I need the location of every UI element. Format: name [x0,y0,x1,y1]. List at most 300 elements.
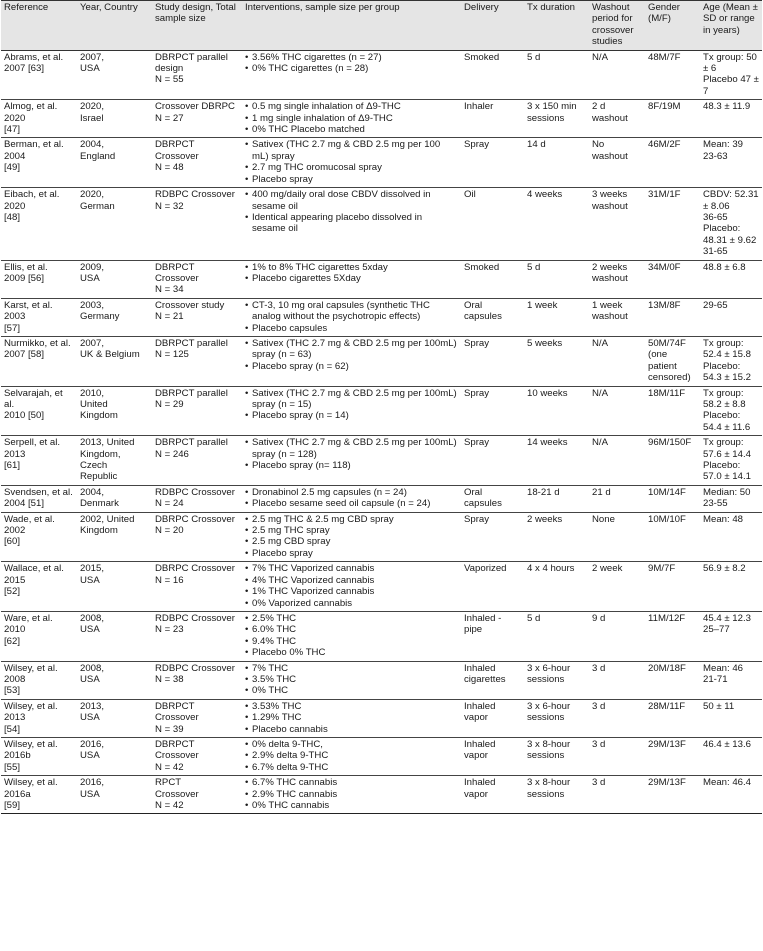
cell-gender-line: 46M/2F [648,139,681,151]
cell-study-design [152,512,242,562]
cell-reference [1,336,77,386]
cell-study-design-line: DBRPCT Crossover [155,261,199,284]
intervention-list [245,262,458,285]
cell-study-design-line: DBRPCT parallel [155,387,228,399]
cell-reference-line: Ware, et al. 2010 [4,612,53,636]
cell-year-country-line: 2015, [80,563,105,575]
table-row [1,50,762,100]
cell-reference-line: [48] [4,211,21,223]
intervention-list [245,777,458,811]
cell-year-country [77,699,152,737]
cell-reference-line: [62] [4,635,21,647]
cell-gender [645,611,700,661]
cell-reference-line: [61] [4,460,21,472]
cell-tx-duration-line: 3 x 8-hour [527,738,571,750]
cell-delivery [461,776,524,814]
cell-study-design-line: design [155,63,184,75]
cell-washout-line: 3 d [592,662,606,674]
cell-reference-line: Almog, et al. 2020 [4,101,58,124]
intervention-item: • Sativex (THC 2.7 mg & CBD 2.5 mg per 100 mL) spray [245,139,458,162]
intervention-item: • Placebo cigarettes 5Xday [245,273,458,284]
cell-gender [645,298,700,336]
cell-tx-duration-line: sessions [527,673,565,685]
intervention-item: • 2.7 mg THC oromucosal spray [245,162,458,173]
intervention-item: • 2.5 mg THC spray [245,525,458,536]
cell-washout-line: 2 week [592,563,623,575]
cell-reference [1,512,77,562]
cell-gender-line: 20M/18F [648,662,686,674]
intervention-item: • 0% delta 9-THC, [245,739,458,750]
cell-washout-line: 3 d [592,777,606,789]
intervention-item: • 3.53% THC [245,701,458,712]
intervention-item: • 3.56% THC cigarettes (n = 27) [245,52,458,63]
cell-study-design [152,336,242,386]
cell-delivery-line: Spray [464,387,490,399]
intervention-item: • 9.4% THC [245,636,458,647]
cell-year-country-line: German [80,200,115,212]
table-row [1,386,762,436]
cell-year-country-line: UK & Belgium [80,349,140,361]
cell-year-country [77,661,152,699]
intervention-item: • CT-3, 10 mg oral capsules (synthetic THC analog without the psychotropic effects) [245,300,458,323]
table-row [1,100,762,138]
cell-study-design-line: Crossover DBRPC [155,101,235,113]
cell-age-line: 48.3 ± 11.9 [703,101,751,113]
cell-age [700,776,762,814]
cell-delivery-line: Oil [464,189,476,201]
cell-study-design-line: N = 16 [155,574,184,586]
cell-study-design-line: DBRPCT Crossover [155,139,199,162]
cell-gender [645,100,700,138]
cell-year-country-line: USA [80,788,100,800]
cell-tx-duration-line: 3 x 8-hour [527,777,571,789]
cell-age-line: 50 ± 11 [703,700,735,712]
header-reference: Reference [1,1,77,51]
cell-tx-duration-line: sessions [527,112,565,124]
cell-delivery-line: Oral capsules [464,299,502,323]
cell-tx-duration [524,661,589,699]
cell-reference [1,100,77,138]
table-row [1,699,762,737]
cell-gender [645,737,700,775]
cell-gender [645,188,700,260]
cell-tx-duration-line: 3 x 150 min [527,101,577,113]
cell-washout [589,100,645,138]
intervention-list [245,52,458,75]
cell-tx-duration-line: 5 d [527,261,541,273]
cell-reference-line: Serpell, et al. 2013 [4,437,60,460]
cell-washout-line: 9 d [592,612,606,624]
intervention-item: • 7% THC [245,663,458,674]
cell-gender-line: (one patient [648,349,677,372]
cell-delivery-line: Inhaled [464,662,496,674]
cell-year-country-line: 2008, [80,612,105,624]
cell-reference-line: Svendsen, et al. [4,486,73,498]
cell-washout [589,188,645,260]
cell-age-line: 46.4 ± 13.6 [703,738,751,750]
cell-tx-duration-line: 5 weeks [527,337,563,349]
cell-age [700,699,762,737]
cell-study-design-line: N = 38 [155,673,184,685]
table-row [1,436,762,486]
cell-study-design-line: N = 42 [155,761,184,773]
cell-reference-line: Wallace, et al. 2015 [4,563,64,586]
cell-study-design-line: Crossover [155,788,199,800]
cell-age-line: Tx group: 58.2 ± 8.8 [703,387,746,410]
cell-year-country [77,188,152,260]
header-age: Age (Mean ± SD or range in years) [700,1,762,51]
cell-reference [1,188,77,260]
intervention-list [245,300,458,334]
cell-age [700,386,762,436]
cell-tx-duration [524,562,589,612]
cell-delivery [461,100,524,138]
cell-washout-line: 2 d [592,101,606,113]
intervention-list [245,739,458,773]
intervention-item: • Placebo spray (n = 62) [245,361,458,372]
cell-study-design-line: N = 34 [155,284,184,296]
cell-tx-duration [524,336,589,386]
cell-interventions [242,436,461,486]
cell-age [700,188,762,260]
intervention-list [245,437,458,471]
cell-age-line: 45.4 ± 12.3 [703,612,751,624]
cell-tx-duration [524,138,589,188]
cell-reference-line: [53] [4,685,21,697]
cell-study-design-line: N = 55 [155,74,184,86]
cell-study-design-line: DBRPCT parallel [155,51,228,63]
cell-study-design-line: RDBPC Crossover [155,662,235,674]
cell-delivery-line: Spray [464,437,490,449]
cell-reference [1,485,77,512]
intervention-item: • 3.5% THC [245,674,458,685]
cell-reference-line: Eibach, et al. 2020 [4,189,60,212]
cell-age-line: 31-65 [703,246,728,258]
cell-tx-duration-line: 14 weeks [527,437,568,449]
cell-year-country-line: 2016, [80,777,105,789]
cell-gender [645,661,700,699]
cell-delivery [461,138,524,188]
cell-reference [1,611,77,661]
intervention-item: • Placebo 0% THC [245,647,458,658]
intervention-item: • Sativex (THC 2.7 mg & CBD 2.5 mg per 100mL) spray (n = 128) [245,437,458,460]
cell-reference-line: Berman, et al. 2004 [4,139,64,162]
cell-study-design-line: DBRPCT parallel [155,437,228,449]
cell-washout-line: washout [592,272,628,284]
intervention-item: • Placebo spray [245,548,458,559]
cell-age-line: 23-63 [703,150,728,162]
cell-year-country-line: Czech [80,460,108,472]
cell-study-design-line: N = 39 [155,723,184,735]
cell-age-line: Placebo: 54.4 ± 11.6 [703,410,751,433]
cell-year-country-line: USA [80,673,100,685]
cell-gender [645,436,700,486]
cell-tx-duration [524,512,589,562]
cell-study-design [152,188,242,260]
cell-reference-line: 2007 [58] [4,349,45,361]
cell-year-country-line: 2013, [80,700,105,712]
cell-delivery [461,336,524,386]
cell-study-design-line: DBRPC Crossover [155,513,235,525]
intervention-item: • Placebo spray (n = 14) [245,410,458,421]
cell-gender [645,512,700,562]
cell-tx-duration-line: 3 x 6-hour [527,700,571,712]
cell-age-line: 25–77 [703,624,730,636]
cell-gender [645,485,700,512]
cell-study-design [152,485,242,512]
cell-age-line: Tx group: [703,437,744,449]
cell-delivery-line: Smoked [464,51,500,63]
cell-year-country-line: USA [80,272,100,284]
cell-study-design-line: N = 246 [155,448,189,460]
cell-year-country-line: 2020, [80,189,105,201]
cell-tx-duration-line: 10 weeks [527,387,568,399]
cell-delivery [461,188,524,260]
cell-reference [1,562,77,612]
cell-gender-line: 29M/13F [648,777,686,789]
cell-study-design-line: N = 48 [155,162,184,174]
intervention-list [245,189,458,235]
intervention-list [245,563,458,609]
table-row [1,737,762,775]
cell-year-country [77,386,152,436]
cell-study-design [152,699,242,737]
cell-tx-duration-line: 3 x 6-hour [527,662,571,674]
cell-age [700,50,762,100]
table-row [1,336,762,386]
cell-reference-line: [52] [4,586,21,598]
cell-year-country-line: Kingdom, [80,448,121,460]
cell-gender-line: 29M/13F [648,738,686,750]
header-study-design: Study design, Total sample size [152,1,242,51]
cell-interventions [242,512,461,562]
cell-year-country-line: Kingdom [80,410,118,422]
cell-study-design-line: Crossover study [155,299,225,311]
cell-age [700,436,762,486]
cell-reference [1,260,77,298]
cell-year-country-line: England [80,150,116,162]
cell-delivery [461,436,524,486]
cell-washout-line: None [592,513,615,525]
cell-reference-line: Nurmikko, et al. [4,337,71,349]
cell-reference-line: Selvarajah, et al. [4,387,63,410]
cell-interventions [242,100,461,138]
cell-age [700,298,762,336]
cell-study-design [152,138,242,188]
cell-age-line: 21-71 [703,673,728,685]
cell-age-line: Median: 50 [703,486,751,498]
cell-age [700,737,762,775]
cell-study-design [152,562,242,612]
cell-tx-duration [524,100,589,138]
cell-washout [589,436,645,486]
intervention-item: • 1.29% THC [245,712,458,723]
cell-washout-line: 3 weeks [592,189,628,201]
cell-year-country [77,485,152,512]
cell-study-design [152,661,242,699]
cell-year-country-line: USA [80,624,100,636]
intervention-item: • Placebo spray (n= 118) [245,460,458,471]
cell-tx-duration [524,776,589,814]
cell-year-country-line: 2004, [80,139,105,151]
cell-tx-duration [524,485,589,512]
cell-reference [1,776,77,814]
cell-tx-duration [524,386,589,436]
cell-year-country-line: 2010, [80,387,105,399]
cell-year-country-line: USA [80,750,100,762]
cell-tx-duration-line: 4 weeks [527,189,563,201]
cell-age [700,100,762,138]
intervention-list [245,487,458,510]
intervention-list [245,514,458,560]
cell-washout-line: 3 d [592,700,606,712]
cell-interventions [242,661,461,699]
cell-washout-line: No washout [592,139,628,162]
intervention-item: • 4% THC Vaporized cannabis [245,575,458,586]
cell-tx-duration [524,737,589,775]
cell-washout-line: N/A [592,337,608,349]
cell-year-country-line: USA [80,574,100,586]
cell-gender [645,699,700,737]
cell-year-country-line: Republic [80,471,118,483]
cell-tx-duration-line: sessions [527,750,565,762]
cell-year-country-line: 2009, [80,261,105,273]
cell-year-country [77,298,152,336]
intervention-item: • 0.5 mg single inhalation of Δ9-THC [245,101,458,112]
cell-gender-line: 28M/11F [648,700,686,712]
cell-reference [1,699,77,737]
cell-age-line: 36-65 [703,211,728,223]
intervention-list [245,701,458,735]
cell-year-country [77,776,152,814]
cell-delivery-line: Inhaled vapor [464,738,496,762]
cell-tx-duration [524,436,589,486]
intervention-item: • 0% THC [245,685,458,696]
cell-gender-line: 11M/12F [648,612,686,624]
cell-tx-duration-line: sessions [527,712,565,724]
cell-study-design [152,436,242,486]
cell-study-design-line: DBRPC Crossover [155,563,235,575]
cell-interventions [242,776,461,814]
cell-study-design-line: N = 27 [155,112,184,124]
cell-tx-duration-line: 5 d [527,51,541,63]
cell-study-design-line: RPCT [155,777,182,789]
cell-interventions [242,298,461,336]
cell-washout-line: N/A [592,387,608,399]
cell-tx-duration-line: 1 week [527,299,558,311]
cell-delivery-line: Inhaled - pipe [464,612,502,636]
intervention-item: • Placebo capsules [245,323,458,334]
cell-gender-line: 10M/14F [648,486,686,498]
cell-gender-line: 18M/11F [648,387,686,399]
cell-washout [589,512,645,562]
cell-washout [589,485,645,512]
cell-reference-line: [60] [4,536,21,548]
cell-age-line: Mean: 46 [703,662,744,674]
cell-washout [589,50,645,100]
cell-age-line: 57.0 ± 14.1 [703,471,751,483]
intervention-list [245,101,458,135]
intervention-list [245,388,458,422]
intervention-item: • 1 mg single inhalation of Δ9-THC [245,113,458,124]
cell-study-design-line: RDBPC Crossover [155,189,235,201]
cell-gender-line: 34M/0F [648,261,681,273]
cell-tx-duration [524,188,589,260]
table-row [1,611,762,661]
cell-study-design-line: N = 21 [155,311,184,323]
intervention-item: • 1% THC Vaporized cannabis [245,586,458,597]
intervention-item: • 6.0% THC [245,624,458,635]
cell-delivery-line: Spray [464,139,490,151]
cell-delivery [461,737,524,775]
cell-reference-line: Wilsey, et al. 2008 [4,662,58,685]
cell-year-country-line: 2013, United [80,437,135,449]
cell-age [700,260,762,298]
cell-year-country-line: Israel [80,112,104,124]
cell-age-line: Placebo: 54.3 ± 15.2 [703,360,751,384]
cell-gender-line: 50M/74F [648,337,686,349]
cell-washout [589,699,645,737]
cell-gender [645,776,700,814]
cell-year-country-line: Germany [80,311,120,323]
cell-year-country-line: United [80,399,108,410]
header-delivery: Delivery [461,1,524,51]
cell-year-country-line: 2007, [80,51,105,63]
header-gender: Gender (M/F) [645,1,700,51]
cell-age [700,611,762,661]
cell-tx-duration [524,611,589,661]
cell-gender [645,260,700,298]
cell-year-country [77,100,152,138]
cell-age [700,336,762,386]
cell-interventions [242,562,461,612]
cell-gender [645,336,700,386]
cell-washout-line: 3 d [592,738,606,750]
cell-year-country [77,562,152,612]
cell-gender-line: 31M/1F [648,189,681,201]
intervention-item: • 2.5 mg CBD spray [245,536,458,547]
cell-age [700,512,762,562]
cell-reference-line: Wilsey, et al. 2016a [4,777,58,800]
cell-age-line: 29-65 [703,299,728,311]
cell-tx-duration-line: 14 d [527,139,546,151]
cell-delivery-line: cigarettes [464,673,506,685]
cell-tx-duration [524,260,589,298]
intervention-item: • 0% THC cigarettes (n = 28) [245,63,458,74]
cell-year-country-line: 2002, United [80,513,135,525]
cell-washout-line: 21 d [592,486,611,498]
table-row [1,562,762,612]
cell-reference-line: Abrams, et al. [4,51,64,63]
cell-year-country [77,138,152,188]
intervention-item: • Identical appearing placebo dissolved in sesame oil [245,212,458,235]
cell-washout-line: washout [592,311,628,323]
cell-age-line: CBDV: 52.31 ± 8.06 [703,189,759,212]
cell-age-line: Mean: 48 [703,513,744,525]
cell-tx-duration-line: 5 d [527,612,541,624]
cell-reference-line: 2007 [63] [4,63,45,75]
cell-washout [589,298,645,336]
cell-year-country-line: 2007, [80,337,105,349]
cell-reference-line: Ellis, et al. [4,261,48,273]
intervention-item: • 1% to 8% THC cigarettes 5xday [245,262,458,273]
intervention-item: • 2.9% delta 9-THC [245,750,458,761]
cell-reference-line: Wilsey, et al. 2016b [4,738,58,762]
cell-tx-duration [524,50,589,100]
cell-delivery-line: Vaporized [464,563,507,575]
cell-gender-line: 96M/150F [648,437,692,449]
header-row [1,1,762,51]
